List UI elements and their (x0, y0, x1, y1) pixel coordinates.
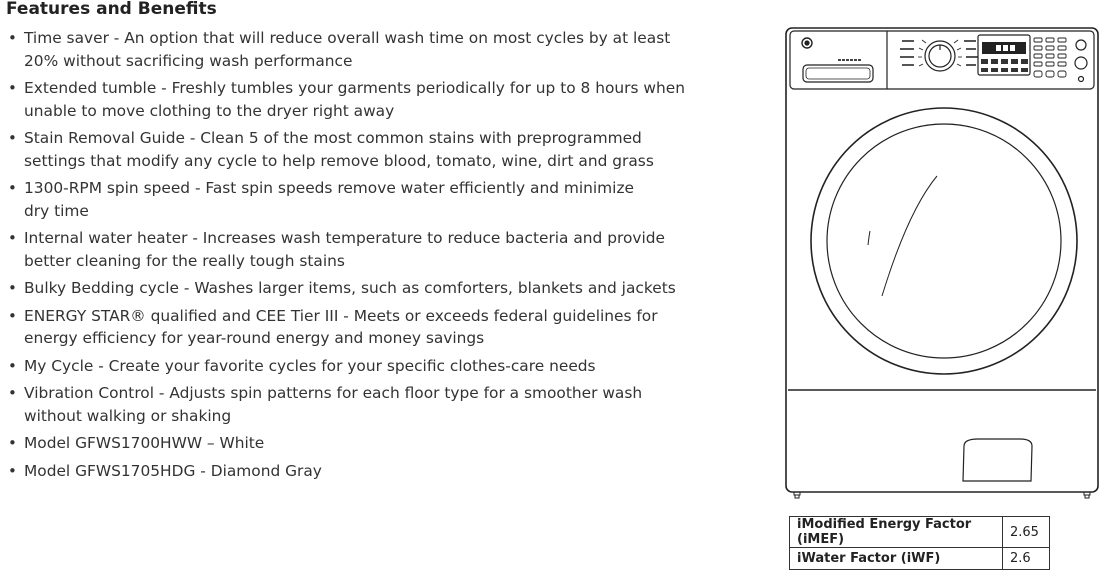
brand-label-icon (838, 59, 861, 61)
bullet: • (8, 356, 17, 375)
feature-line: Model GFWS1700HWW – White (24, 434, 265, 452)
access-panel (963, 439, 1032, 481)
start-button-icon (1075, 57, 1087, 69)
feature-item (0, 432, 700, 455)
bullet: • (8, 129, 17, 147)
bullet: • (8, 434, 17, 452)
control-panel (790, 31, 1094, 89)
bullet: • (8, 306, 17, 325)
feature-line: dry time (24, 201, 89, 220)
feature-line: without walking or shaking (24, 406, 232, 425)
bullet: • (8, 79, 17, 97)
feature-item (0, 77, 700, 122)
option-buttons (1034, 38, 1066, 77)
feature-line: better cleaning for the really tough stains (24, 251, 345, 270)
washer-cabinet (786, 28, 1098, 492)
cycle-dial-icon (918, 40, 962, 71)
spec-label: iModified Energy Factor (iMEF) (790, 517, 1003, 548)
door-glass (827, 124, 1061, 358)
feature-line: ENERGY STAR® qualified and CEE Tier III - Meets or exceeds federal guidelines for (24, 306, 658, 325)
feature-line: Vibration Control - Adjusts spin patterns for each floor type for a smoother wash (24, 384, 643, 402)
washer-illustration (782, 26, 1102, 504)
feature-line: settings that modify any cycle to help remove blood, tomato, wine, dirt and grass (24, 151, 654, 170)
features-list (0, 27, 700, 482)
feature-item (0, 177, 700, 222)
glass-reflection (882, 176, 937, 296)
feature-line: My Cycle - Create your favorite cycles for your specific clothes-care needs (24, 356, 596, 375)
bullet: • (8, 29, 17, 47)
section-heading: Features and Benefits (6, 0, 217, 19)
leveling-feet (794, 492, 1090, 498)
feature-item (0, 382, 700, 427)
efficiency-specs-table (789, 516, 1050, 570)
feature-line: Model GFWS1705HDG - Diamond Gray (24, 461, 322, 480)
feature-line: Extended tumble - Freshly tumbles your garments periodically for up to 8 hours when (24, 79, 685, 97)
bullet: • (8, 179, 17, 197)
spec-value: 2.65 (1003, 517, 1050, 548)
feature-line: energy efficiency for year-round energy and money savings (24, 329, 485, 347)
feature-line: Internal water heater - Increases wash temperature to reduce bacteria and provide (24, 229, 666, 247)
bullet: • (8, 461, 17, 480)
feature-line: unable to move clothing to the dryer right away (24, 101, 395, 120)
feature-item (0, 305, 700, 350)
bullet: • (8, 279, 17, 297)
feature-item (0, 355, 700, 378)
feature-item (0, 227, 700, 272)
feature-item (0, 127, 700, 172)
feature-line: 20% without sacrificing wash performance (24, 51, 353, 70)
feature-line: Stain Removal Guide - Clean 5 of the most common stains with preprogrammed (24, 129, 642, 147)
dispenser-drawer (803, 65, 873, 82)
feature-item (0, 460, 700, 483)
spec-label: iWater Factor (iWF) (790, 548, 1003, 570)
door-outer-ring (811, 108, 1077, 374)
bullet: • (8, 384, 17, 402)
bullet: • (8, 229, 17, 247)
feature-item (0, 277, 700, 300)
table-row (790, 517, 1050, 548)
power-button-icon (1076, 40, 1086, 50)
spec-value: 2.6 (1003, 548, 1050, 570)
feature-line: Bulky Bedding cycle - Washes larger items, such as comforters, blankets and jackets (24, 279, 676, 297)
feature-item (0, 27, 700, 72)
feature-line: 1300-RPM spin speed - Fast spin speeds remove water efficiently and minimize (24, 179, 635, 197)
table-row (790, 548, 1050, 570)
feature-line: Time saver - An option that will reduce overall wash time on most cycles by at least (24, 29, 671, 47)
